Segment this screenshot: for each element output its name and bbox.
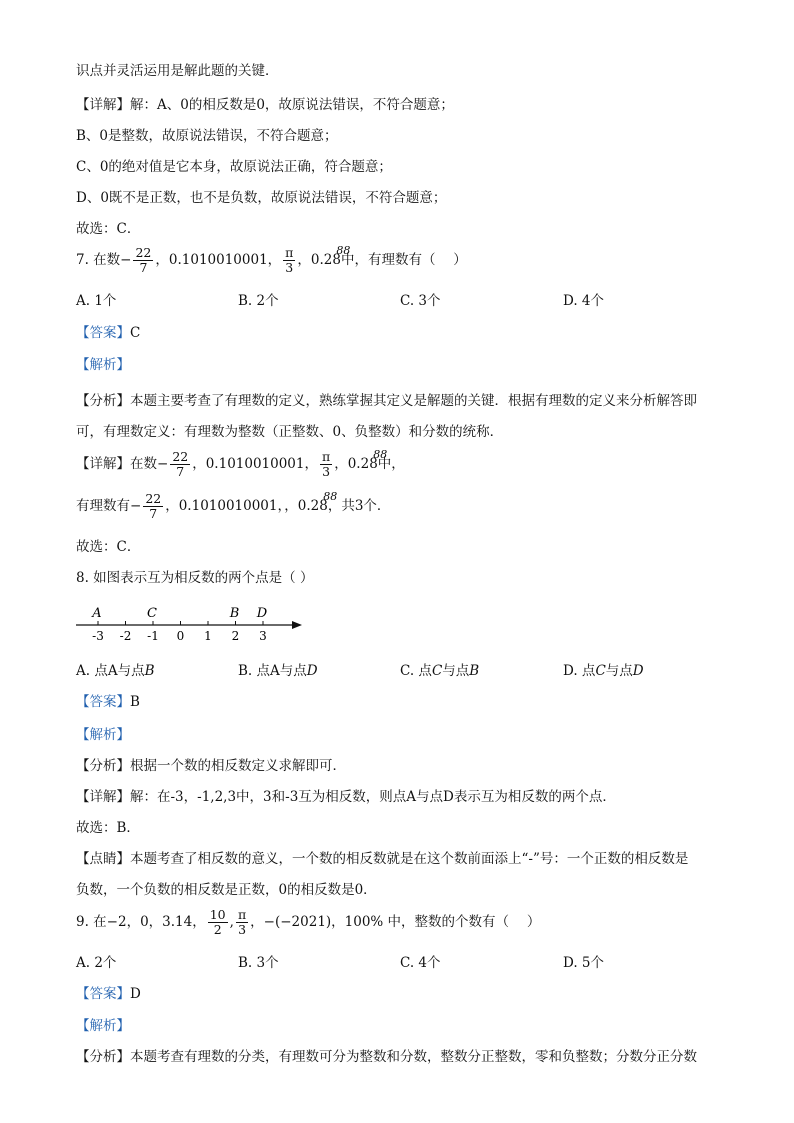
question-8: 8. 如图表示互为相反数的两个点是（ ） xyxy=(76,570,314,586)
detail-text: ，0.1010010001， xyxy=(165,498,285,514)
point-label: A xyxy=(92,606,102,621)
tick-label: 1 xyxy=(204,629,212,643)
text-line: 故选：B． xyxy=(76,820,140,836)
analysis-tag: 【解析】 xyxy=(76,357,130,373)
q7-prefix: 7. 在数− xyxy=(76,252,132,268)
detail-text: ，共3个． xyxy=(327,498,391,514)
text-line: 负数，一个负数的相反数是正数，0的相反数是0． xyxy=(76,882,377,898)
q7-suffix: 中，有理数有（ ） xyxy=(340,252,467,268)
numerator: π xyxy=(322,449,331,464)
answer-line xyxy=(76,324,140,342)
repeat-base: 8 xyxy=(332,252,341,268)
question-7 xyxy=(76,246,467,275)
detail-tag: 【详解】 xyxy=(76,456,130,472)
answer-line xyxy=(76,693,140,711)
option-a: A. 1个 xyxy=(76,293,117,309)
detail-text: 中， xyxy=(377,456,405,472)
point-label: B xyxy=(229,606,240,621)
question-9 xyxy=(76,908,540,937)
option-d xyxy=(563,662,644,680)
detail-text: 解：A、0的相反数是0，故原说法错误，不符合题意； xyxy=(130,97,454,113)
option-var: D xyxy=(306,663,318,679)
q9-suffix: ，−(−2021)，100% 中，整数的个数有（ ） xyxy=(250,914,541,930)
answer-value: C xyxy=(130,325,141,341)
q7-mid: ，0.1010010001， xyxy=(155,252,282,268)
option-b: B. 3个 xyxy=(238,955,279,971)
detail-text: 有理数有− xyxy=(76,498,142,514)
answer-value: B xyxy=(130,694,140,710)
option-text: 与点 xyxy=(442,663,470,679)
text-line xyxy=(76,757,346,775)
text-line: 故选：C． xyxy=(76,539,141,555)
numerator: 22 xyxy=(145,491,162,506)
answer-tag: 【答案】 xyxy=(76,694,130,710)
option-var: B xyxy=(469,663,480,679)
numerator: π xyxy=(285,245,294,260)
answer-value: D xyxy=(130,986,141,1002)
denominator: 7 xyxy=(139,260,148,275)
text-line: 识点并灵活运用是解此题的关键． xyxy=(76,63,279,79)
tick-label: -2 xyxy=(119,629,132,643)
answer-tag: 【答案】 xyxy=(76,986,130,1002)
tick-label: 2 xyxy=(231,629,240,643)
tick-label: -1 xyxy=(147,629,159,643)
answer-tag: 【答案】 xyxy=(76,325,130,341)
numerator: 22 xyxy=(172,449,189,464)
fenxi-tag: 【分析】 xyxy=(76,758,130,774)
option-d: D. 4个 xyxy=(563,293,605,309)
fenxi-text: 本题考查有理数的分类，有理数可分为整数和分数，整数分正整数，零和负整数；分数分正分数 xyxy=(130,1049,697,1065)
dianjing-text: 本题考查了相反数的意义，一个数的相反数就是在这个数前面添上“-”号：一个正数的相反数是 xyxy=(130,851,689,867)
option-text: C. 点 xyxy=(400,663,432,679)
repeat-marks: 88 xyxy=(336,244,351,257)
option-var: C xyxy=(431,663,443,679)
fraction xyxy=(236,908,248,937)
text-line: 故选：C． xyxy=(76,221,141,237)
text-line: B、0是整数，故原说法错误，不符合题意； xyxy=(76,128,338,144)
option-var: D xyxy=(632,663,644,679)
numerator: 22 xyxy=(135,245,152,260)
detail-text: 解：在-3，-1,2,3中，3和-3互为相反数，则点A与点D表示互为相反数的两个点． xyxy=(130,789,616,805)
tick-label: 3 xyxy=(259,629,267,643)
option-a xyxy=(76,662,155,680)
separator: , xyxy=(229,914,234,930)
detail-decimal: ，0.2 xyxy=(334,456,370,472)
denominator: 7 xyxy=(176,464,185,479)
text-line xyxy=(76,492,390,521)
analysis-tag: 【解析】 xyxy=(76,727,130,743)
detail-text: 在数− xyxy=(130,456,169,472)
option-b xyxy=(238,662,318,680)
option-text: D. 点 xyxy=(563,663,596,679)
option-a: A. 2个 xyxy=(76,955,117,971)
point-label: D xyxy=(256,606,268,621)
option-var: C xyxy=(595,663,606,679)
text-line xyxy=(76,1048,697,1066)
fraction xyxy=(320,450,332,479)
denominator: 3 xyxy=(322,464,331,479)
detail-decimal: ，0.2 xyxy=(284,498,320,514)
repeating-digits xyxy=(332,244,351,269)
text-line: D、0既不是正数，也不是负数，故原说法错误，不符合题意； xyxy=(76,190,447,206)
number-line xyxy=(70,600,310,646)
fenxi-tag: 【分析】 xyxy=(76,393,130,409)
text-line: 可，有理数定义：有理数为整数（正整数、0、负整数）和分数的统称． xyxy=(76,424,504,440)
tick-label: 0 xyxy=(176,629,185,643)
option-d: D. 5个 xyxy=(563,955,605,971)
denominator: 3 xyxy=(238,922,247,937)
repeat-base: 8 xyxy=(319,498,328,514)
text-line xyxy=(76,788,616,806)
option-c: C. 3个 xyxy=(400,293,441,309)
detail-tag: 【详解】 xyxy=(76,97,130,113)
analysis-tag: 【解析】 xyxy=(76,1018,130,1034)
text-line xyxy=(76,392,697,410)
repeat-base: 8 xyxy=(369,456,378,472)
denominator: 2 xyxy=(213,922,222,937)
answer-line xyxy=(76,985,141,1003)
fraction xyxy=(170,450,190,479)
detail-tag: 【详解】 xyxy=(76,789,130,805)
numerator: 10 xyxy=(209,907,226,922)
point-label: C xyxy=(147,606,157,621)
repeating-digits xyxy=(369,448,388,473)
denominator: 7 xyxy=(149,506,158,521)
repeat-marks: 88 xyxy=(373,448,388,461)
q7-decimal: ，0.2 xyxy=(297,252,333,268)
denominator: 3 xyxy=(285,260,294,275)
text-line xyxy=(76,450,405,479)
option-text: B. 点A与点 xyxy=(238,663,307,679)
fraction xyxy=(283,246,295,275)
q9-prefix: 9. 在−2，0，3.14， xyxy=(76,914,206,930)
option-var: B xyxy=(144,663,155,679)
text-line xyxy=(76,850,688,868)
repeat-marks: 88 xyxy=(323,490,338,503)
fraction xyxy=(143,492,163,521)
text-line: C、0的绝对值是它本身，故原说法正确，符合题意； xyxy=(76,159,392,175)
repeating-digits xyxy=(319,490,338,515)
dianjing-tag: 【点睛】 xyxy=(76,851,130,867)
fenxi-text: 本题主要考查了有理数的定义，熟练掌握其定义是解题的关键．根据有理数的定义来分析解答即 xyxy=(130,393,697,409)
arrow-icon xyxy=(292,621,302,629)
numerator: π xyxy=(237,907,247,922)
option-c xyxy=(400,662,479,680)
option-text: A. 点A与点 xyxy=(76,663,145,679)
option-c: C. 4个 xyxy=(400,955,441,971)
fraction xyxy=(208,908,228,937)
option-text: 与点 xyxy=(605,663,633,679)
fraction xyxy=(133,246,153,275)
fenxi-text: 根据一个数的相反数定义求解即可． xyxy=(130,758,346,774)
tick-label: -3 xyxy=(92,629,104,643)
detail-text: ，0.1010010001， xyxy=(192,456,318,472)
option-b: B. 2个 xyxy=(238,293,279,309)
fenxi-tag: 【分析】 xyxy=(76,1049,130,1065)
text-line xyxy=(76,96,454,114)
